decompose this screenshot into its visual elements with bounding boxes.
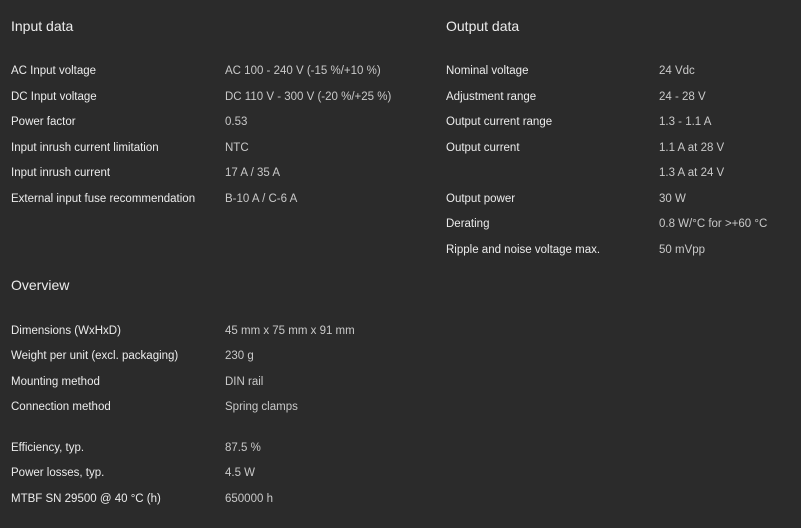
row-value: 0.8 W/°C for >+60 °C (659, 218, 768, 230)
row-label: Dimensions (WxHxD) (11, 325, 121, 337)
row-value: 24 Vdc (659, 65, 695, 77)
row-label: Connection method (11, 401, 111, 413)
row-label: Nominal voltage (446, 65, 529, 77)
overview-title: Overview (11, 277, 70, 293)
row-label: Output power (446, 193, 516, 205)
row-label: Input inrush current limitation (11, 142, 159, 154)
row-value: NTC (225, 142, 249, 154)
row-value: DIN rail (225, 376, 264, 388)
row-value: Spring clamps (225, 401, 298, 413)
row-label: DC Input voltage (11, 91, 97, 103)
row-value: B-10 A / C-6 A (225, 193, 298, 205)
row-value: 30 W (659, 193, 686, 205)
row-value: 87.5 % (225, 442, 261, 454)
row-label: Input inrush current (11, 167, 111, 179)
row-label: AC Input voltage (11, 65, 97, 77)
row-value: 230 g (225, 350, 254, 362)
row-value: 50 mVpp (659, 244, 706, 256)
row-label: Derating (446, 218, 490, 230)
row-label: Weight per unit (excl. packaging) (11, 350, 179, 362)
row-label: Output current range (446, 116, 553, 128)
row-label: External input fuse recommendation (11, 193, 196, 205)
row-value: 24 - 28 V (659, 91, 706, 103)
row-label: Efficiency, typ. (11, 442, 85, 454)
row-value: 1.3 - 1.1 A (659, 116, 712, 128)
row-value: 45 mm x 75 mm x 91 mm (225, 325, 355, 337)
row-label: Mounting method (11, 376, 100, 388)
row-label: Power factor (11, 116, 76, 128)
row-label: Power losses, typ. (11, 467, 105, 479)
row-label: Adjustment range (446, 91, 537, 103)
row-value: 650000 h (225, 493, 273, 505)
row-value: DC 110 V - 300 V (-20 %/+25 %) (225, 91, 392, 103)
row-label: Ripple and noise voltage max. (446, 244, 601, 256)
row-label: MTBF SN 29500 @ 40 °C (h) (11, 493, 161, 505)
output-data-title: Output data (446, 18, 520, 34)
row-value: 1.1 A at 28 V (659, 142, 725, 154)
row-label: Output current (446, 142, 520, 154)
row-value: 1.3 A at 24 V (659, 167, 725, 179)
row-value: AC 100 - 240 V (-15 %/+10 %) (225, 65, 381, 77)
input-data-title: Input data (11, 18, 74, 34)
row-value: 4.5 W (225, 467, 256, 479)
row-value: 17 A / 35 A (225, 167, 280, 179)
row-value: 0.53 (225, 116, 248, 128)
